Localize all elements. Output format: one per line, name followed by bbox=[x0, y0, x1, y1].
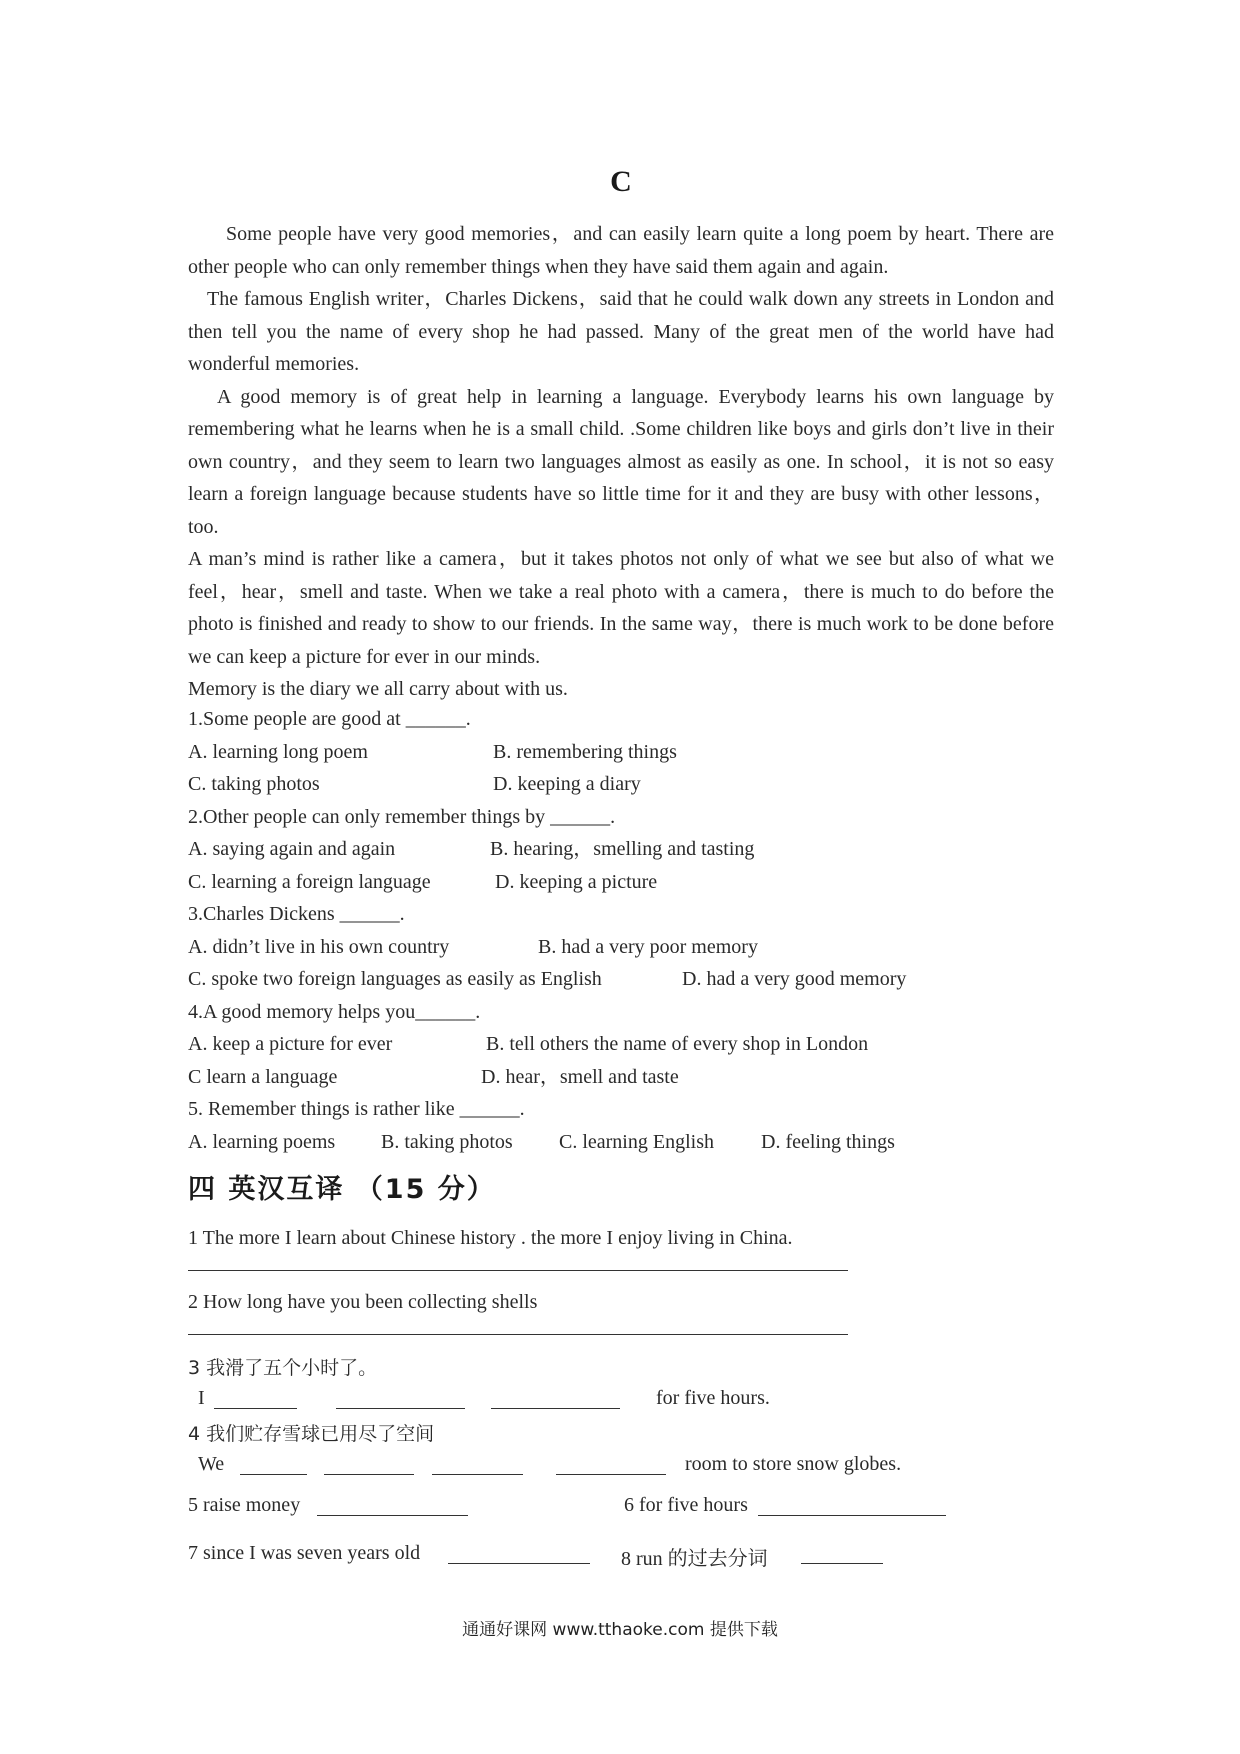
answer-blank-q5[interactable] bbox=[317, 1515, 468, 1516]
question-3-option-a[interactable]: A. didn’t live in his own country bbox=[188, 935, 450, 958]
question-4-options bbox=[188, 1061, 1054, 1094]
question-1-options bbox=[188, 736, 1054, 769]
answer-blank-q3-1[interactable] bbox=[214, 1408, 297, 1409]
translation-q5: 5 raise money bbox=[188, 1494, 301, 1516]
answer-line-q1[interactable] bbox=[188, 1270, 848, 1271]
question-1-option-a[interactable]: A. learning long poem bbox=[188, 740, 368, 763]
answer-blank-q7[interactable] bbox=[448, 1563, 590, 1564]
question-3-options bbox=[188, 931, 1054, 964]
passage-paragraph-3: A good memory is of great help in learning a language. Everybody learns his own language by remembering what he learns when he is a small child. .Some children like boys and girls don’t live in their own country，and they seem to learn two languages almost as easily as one. In school，it is not so easy learn a foreign language because students have so little time for it and they are busy with other lessons，too. bbox=[188, 385, 1054, 538]
question-2-option-a[interactable]: A. saying again and again bbox=[188, 838, 396, 860]
question-2-options bbox=[188, 866, 1054, 899]
answer-blank-q3-2[interactable] bbox=[336, 1408, 465, 1409]
section-4-heading: 四 英汉互译 （15 分） bbox=[188, 1174, 496, 1205]
passage-paragraph-5: Memory is the diary we all carry about with us. bbox=[188, 678, 568, 700]
question-4-option-a[interactable]: A. keep a picture for ever bbox=[188, 1033, 393, 1055]
translation-q3-start: I bbox=[198, 1387, 205, 1409]
question-3-options bbox=[188, 963, 1054, 996]
answer-blank-q4-3[interactable] bbox=[432, 1474, 523, 1475]
answer-blank-q8[interactable] bbox=[801, 1563, 883, 1564]
translation-q2: 2 How long have you been collecting shells bbox=[188, 1291, 538, 1313]
answer-line-q2[interactable] bbox=[188, 1334, 848, 1335]
passage-paragraph-4: A man’s mind is rather like a camera，but it takes photos not only of what we see but also of what we feel，hear，smell and taste. When we take a real photo with a camera，there is much to do before the photo is finished and ready to show to our friends. In the same way，there is much work to be done before we can keep a picture for ever in our minds. bbox=[188, 548, 1054, 668]
passage-paragraph-1: Some people have very good memories，and can easily learn quite a long poem by heart. There are other people who can only remember things when they have said them again and again. bbox=[188, 223, 1054, 278]
question-5-option-b[interactable]: B. taking photos bbox=[381, 1130, 513, 1153]
question-5-option-c[interactable]: C. learning English bbox=[559, 1130, 714, 1153]
question-1-options bbox=[188, 768, 1054, 801]
question-4-option-d[interactable]: D. hear，smell and taste bbox=[481, 1065, 679, 1088]
question-1-stem: 1.Some people are good at ______. bbox=[188, 708, 471, 730]
translation-q7: 7 since I was seven years old bbox=[188, 1542, 421, 1564]
question-4-stem: 4.A good memory helps you______. bbox=[188, 1000, 481, 1023]
page-footer: 通通好课网 www.tthaoke.com 提供下载 bbox=[462, 1620, 778, 1640]
translation-q4: 4 我们贮存雪球已用尽了空间 bbox=[188, 1423, 435, 1445]
question-2-option-d[interactable]: D. keeping a picture bbox=[495, 870, 658, 893]
question-5-stem: 5. Remember things is rather like ______. bbox=[188, 1098, 525, 1120]
question-2-option-c[interactable]: C. learning a foreign language bbox=[188, 870, 431, 893]
translation-q3: 3 我滑了五个小时了。 bbox=[188, 1357, 378, 1379]
reading-passage bbox=[188, 218, 1054, 706]
translation-q3-end: for five hours. bbox=[656, 1387, 770, 1409]
question-5-options bbox=[188, 1126, 1054, 1159]
translation-q8: 8 run 的过去分词 bbox=[621, 1548, 768, 1570]
question-5-option-d[interactable]: D. feeling things bbox=[761, 1130, 895, 1153]
translation-q4-start: We bbox=[198, 1453, 225, 1475]
answer-blank-q4-1[interactable] bbox=[240, 1474, 307, 1475]
question-2-option-b[interactable]: B. hearing，smelling and tasting bbox=[490, 838, 755, 860]
section-letter: C bbox=[610, 165, 632, 198]
question-3-option-c[interactable]: C. spoke two foreign languages as easily as English bbox=[188, 968, 602, 990]
translation-q1: 1 The more I learn about Chinese history . the more I enjoy living in China. bbox=[188, 1227, 793, 1249]
translation-q4-end: room to store snow globes. bbox=[685, 1453, 902, 1475]
passage-paragraph-2: The famous English writer，Charles Dickens，said that he could walk down any streets in London and then tell you the name of every shop he had passed. Many of the great men of the world have had wonderful memories. bbox=[188, 288, 1054, 375]
question-3-option-b[interactable]: B. had a very poor memory bbox=[538, 935, 758, 958]
answer-blank-q4-2[interactable] bbox=[324, 1474, 414, 1475]
translation-q6: 6 for five hours bbox=[624, 1494, 748, 1516]
answer-blank-q4-4[interactable] bbox=[556, 1474, 666, 1475]
question-list bbox=[188, 703, 1054, 1158]
question-4-options bbox=[188, 1028, 1054, 1061]
answer-blank-q6[interactable] bbox=[758, 1515, 946, 1516]
question-2-options bbox=[188, 833, 1054, 866]
question-2-stem: 2.Other people can only remember things by ______. bbox=[188, 805, 616, 828]
question-4-option-b[interactable]: B. tell others the name of every shop in London bbox=[486, 1033, 869, 1055]
question-3-option-d[interactable]: D. had a very good memory bbox=[682, 968, 907, 990]
question-5-option-a[interactable]: A. learning poems bbox=[188, 1130, 336, 1153]
question-3-stem: 3.Charles Dickens ______. bbox=[188, 903, 405, 925]
question-1-option-d[interactable]: D. keeping a diary bbox=[493, 773, 641, 795]
question-1-option-c[interactable]: C. taking photos bbox=[188, 773, 320, 795]
answer-blank-q3-3[interactable] bbox=[491, 1408, 620, 1409]
question-4-option-c[interactable]: C learn a language bbox=[188, 1065, 338, 1088]
question-1-option-b[interactable]: B. remembering things bbox=[493, 740, 677, 763]
